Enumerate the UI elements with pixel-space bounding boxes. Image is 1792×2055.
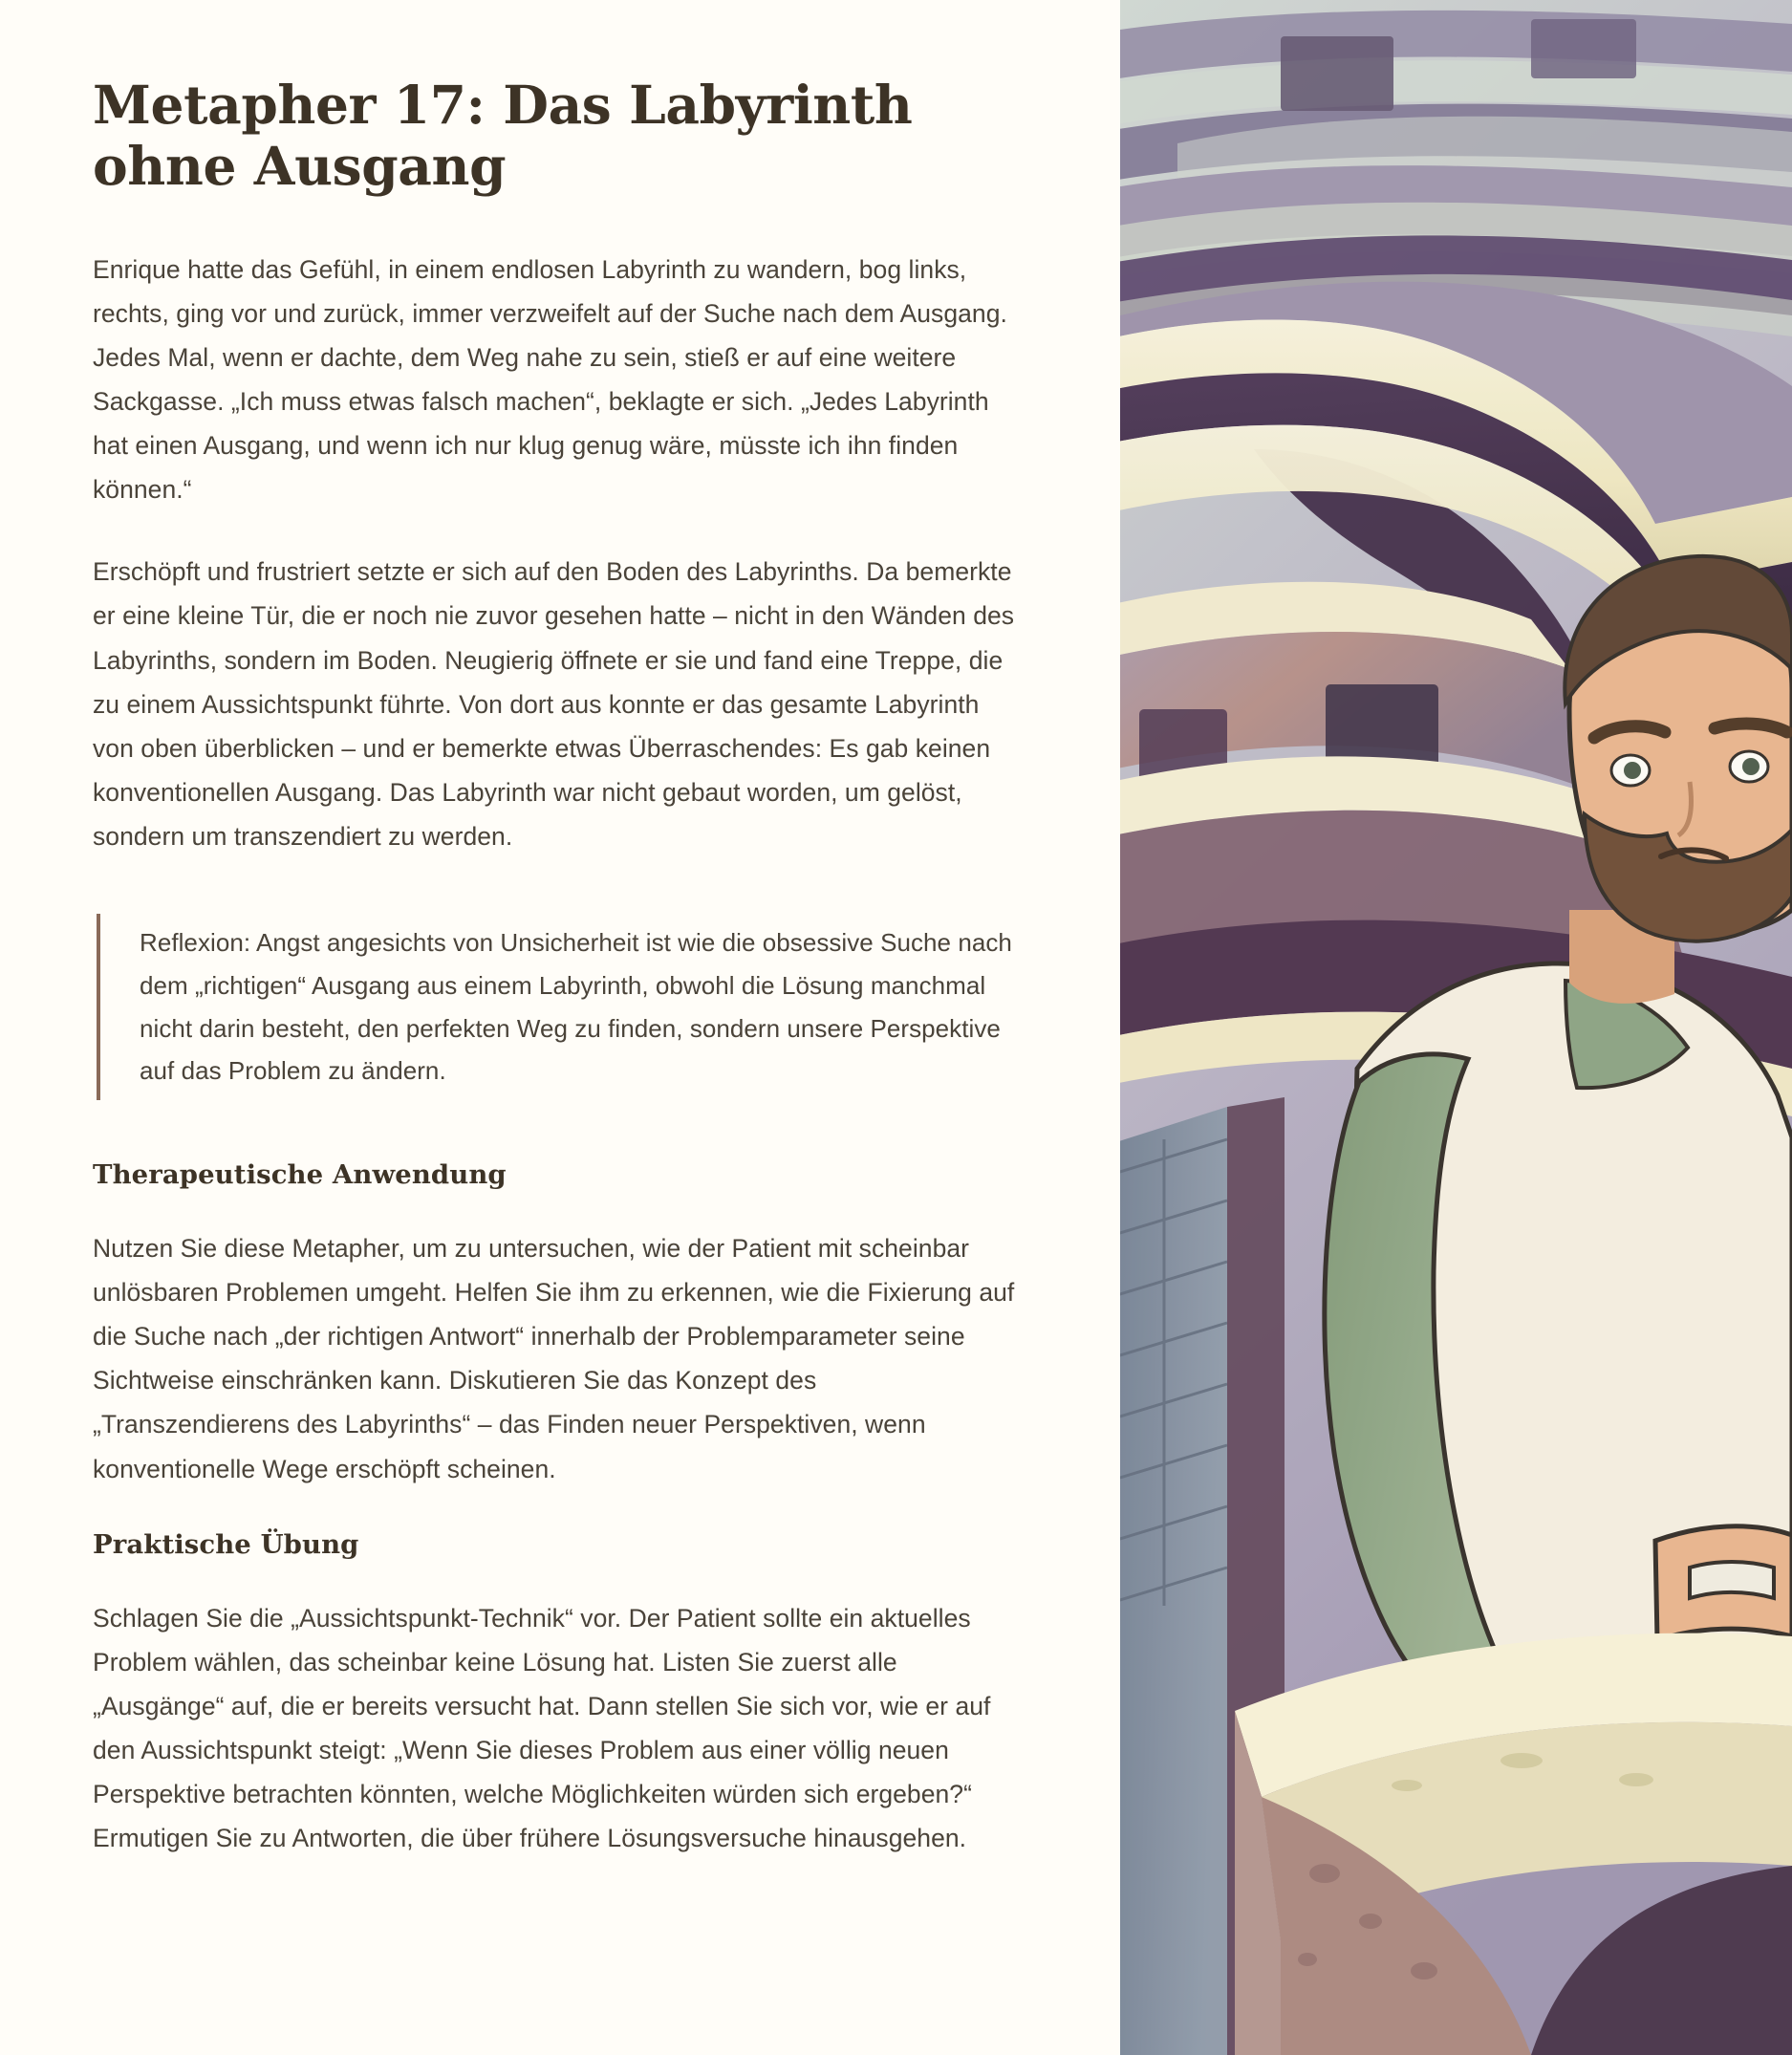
intro-paragraph-1: Enrique hatte das Gefühl, in einem endlosen Labyrinth zu wandern, bog links, rechts, ging vor und zurück, immer verzweifelt auf der Suche nach dem Ausgang. Jedes Mal, wenn er dachte, dem Weg nahe zu sein, stieß er auf eine weitere Sackgasse. „Ich muss etwas falsch machen“, beklagte er sich. „Jedes Labyrinth hat einen Ausgang, und wenn ich nur klug genug wäre, müsste ich ihn finden können.“ xyxy=(93,254,1007,505)
labyrinth-artwork xyxy=(1120,0,1792,2055)
section-paragraph-therapeutic: Nutzen Sie diese Metapher, um zu untersuchen, wie der Patient mit scheinbar unlösbaren Problemen umgeht. Helfen Sie ihm zu erkennen, wie die Fixierung auf die Suche nach „der richtigen Antwort“ innerhalb der Problemparameter seine Sichtweise einschränken kann. Diskutieren Sie das Konzept des „Transzendierens des Labyrinths“ – das Finden neuer Perspektiven, wenn konventionelle Wege erschöpft scheinen. xyxy=(93,1233,1015,1483)
section-heading-practical: Praktische Übung xyxy=(93,1528,359,1560)
section-heading-therapeutic: Therapeutische Anwendung xyxy=(93,1158,507,1190)
intro-paragraph-2: Erschöpft und frustriert setzte er sich auf den Boden des Labyrinths. Da bemerkte er eine kleine Tür, die er noch nie zuvor gesehen hatte – nicht in den Wänden des Labyrinths, sondern im Boden. Neugierig öffnete er sie und fand eine Treppe, die zu einem Aussichtspunkt führte. Von dort aus konnte er das gesamte Labyrinth von oben überblicken – und er bemerkte etwas Überraschendes: Es gab keinen konventionellen Ausgang. Das Labyrinth war nicht gebaut worden, um gelöst, sondern um transzendiert zu werden. xyxy=(93,557,1015,851)
page-title: Metapher 17: Das Labyrinth ohne Ausgang xyxy=(93,74,913,198)
labyrinth-illustration xyxy=(1120,0,1792,2055)
reflection-blockquote xyxy=(97,914,1017,1100)
reflection-text: Reflexion: Angst angesichts von Unsicherheit ist wie die obsessive Suche nach dem „richtigen“ Ausgang aus einem Labyrinth, obwohl die Lösung manchmal nicht darin besteht, den perfekten Weg zu finden, sondern unsere Perspektive auf das Problem zu ändern. xyxy=(140,928,1012,1086)
section-paragraph-practical: Schlagen Sie die „Aussichtspunkt-Technik“ vor. Der Patient sollte ein aktuelles Problem wählen, das scheinbar keine Lösung hat. Listen Sie zuerst alle „Ausgänge“ auf, die er bereits versucht hat. Dann stellen Sie sich vor, wie er auf den Aussichtspunkt steigt: „Wenn Sie dieses Problem aus einer völlig neuen Perspektive betrachten könnten, welche Möglichkeiten würden sich ergeben?“ Ermutigen Sie zu Antworten, die über frühere Lösungsversuche hinausgehen. xyxy=(93,1603,991,1853)
